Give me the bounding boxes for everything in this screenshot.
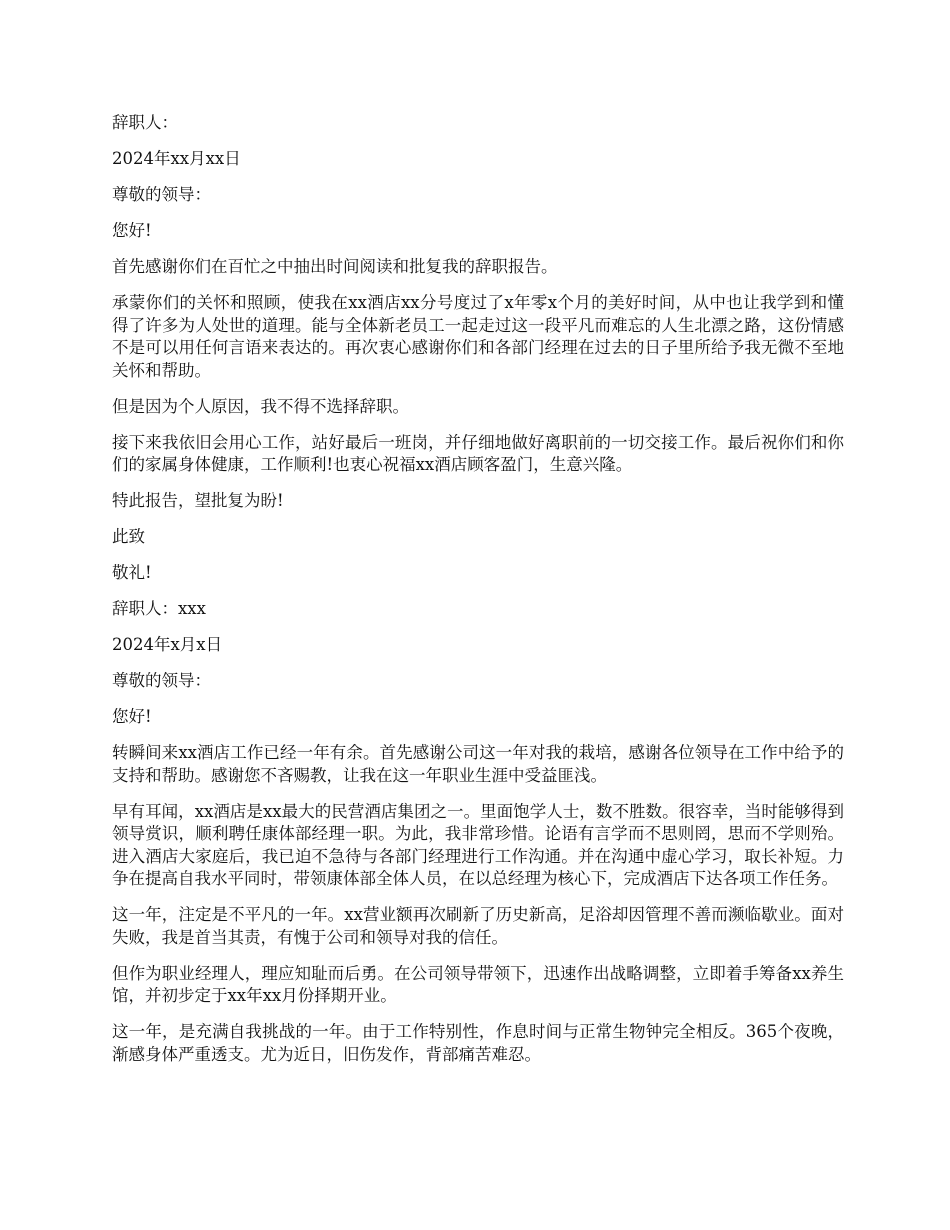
- resigner-label: 辞职人：: [112, 113, 178, 132]
- greeting: 您好!: [112, 221, 152, 240]
- closing-salute: 敬礼!: [112, 563, 152, 582]
- date-line: 2024年xx月xx日: [112, 149, 241, 168]
- date-line: 2024年x月x日: [112, 635, 223, 654]
- body-paragraph: 早有耳闻，xx酒店是xx最大的民营酒店集团之一。里面饱学人士，数不胜数。很容幸，当时能够得到领导赏识，顺利聘任康体部经理一职。为此，我非常珍惜。论语有言学而不思则罔，思而不学则殆。进入酒店大家庭后，我已迫不急待与各部门经理进行工作沟通。并在沟通中虚心学习，取长补短。力争在提高自我水平同时，带领康体部全体人员，在以总经理为核心下，完成酒店下达各项工作任务。: [112, 801, 844, 888]
- body-paragraph: 但是因为个人原因，我不得不选择辞职。: [112, 396, 409, 416]
- body-paragraph: 转瞬间来xx酒店工作已经一年有余。首先感谢公司这一年对我的栽培，感谢各位领导在工作中给予的支持和帮助。感谢您不吝赐教，让我在这一年职业生涯中受益匪浅。: [112, 743, 844, 785]
- body-paragraph: 首先感谢你们在百忙之中抽出时间阅读和批复我的辞职报告。: [112, 257, 558, 276]
- body-paragraph: 但作为职业经理人，理应知耻而后勇。在公司领导带领下，迅速作出战略调整，立即着手筹备xx养生馆，并初步定于xx年xx月份择期开业。: [112, 963, 844, 1005]
- greeting: 您好!: [112, 707, 152, 726]
- salutation: 尊敬的领导：: [112, 185, 211, 204]
- resigner-signature: 辞职人：xxx: [112, 599, 206, 618]
- body-paragraph: 这一年，注定是不平凡的一年。xx营业额再次刷新了历史新高，足浴却因管理不善而濒临歇业。面对失败，我是首当其责，有愧于公司和领导对我的信任。: [112, 905, 844, 947]
- salutation: 尊敬的领导：: [112, 671, 211, 690]
- body-paragraph: 承蒙你们的关怀和照顾，使我在xx酒店xx分号度过了x年零x个月的美好时间，从中也让我学到和懂得了许多为人处世的道理。能与全体新老员工一起走过这一段平凡而难忘的人生北漂之路，这份情感不是可以用任何言语来表达的。再次衷心感谢你们和各部门经理在过去的日子里所给予我无微不至地关怀和帮助。: [112, 293, 844, 380]
- closing-phrase: 此致: [112, 527, 145, 546]
- body-paragraph: 这一年，是充满自我挑战的一年。由于工作特别性，作息时间与正常生物钟完全相反。365个夜晚，渐感身体严重透支。尤为近日，旧伤发作，背部痛苦难忍。: [112, 1022, 844, 1064]
- body-paragraph: 接下来我依旧会用心工作，站好最后一班岗，并仔细地做好离职前的一切交接工作。最后祝你们和你们的家属身体健康，工作顺利!也衷心祝福xx酒店顾客盈门，生意兴隆。: [112, 432, 844, 474]
- body-paragraph: 特此报告，望批复为盼!: [112, 491, 284, 510]
